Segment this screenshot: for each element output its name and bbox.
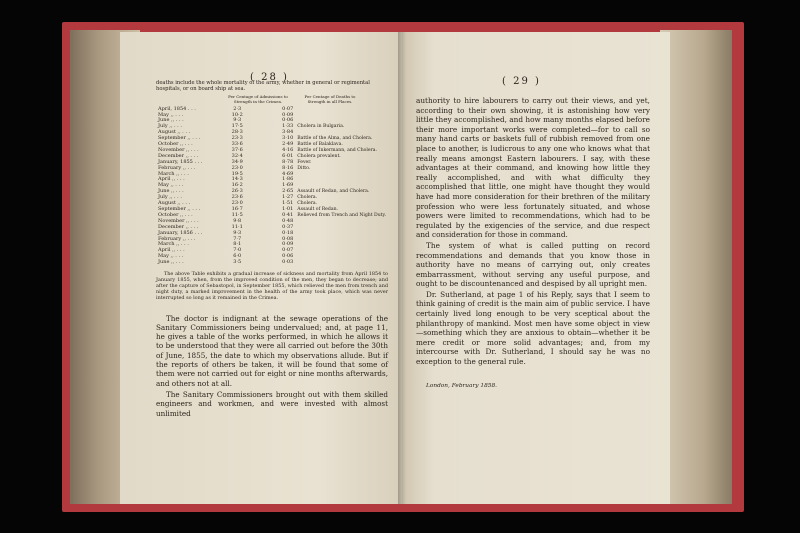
deaths-cell: 1·51 <box>282 200 294 207</box>
deaths-cell: 1·27 <box>282 194 294 201</box>
month-cell: April ,, . . . <box>158 176 185 183</box>
admissions-cell: 16·7 <box>231 206 243 212</box>
table-row <box>156 260 388 266</box>
page-number: ( 29 ) <box>502 76 541 87</box>
admissions-cell: 23·3 <box>231 135 243 142</box>
month-cell: March ,, . . . <box>158 170 189 177</box>
deaths-cell: 0·41 <box>282 211 294 218</box>
deaths-cell: 0·07 <box>282 105 294 112</box>
month-cell: November ,, . . . <box>158 217 199 224</box>
admissions-cell: 3·5 <box>233 259 242 266</box>
deaths-cell: 0·09 <box>282 241 294 248</box>
remark-cell: Relieved from Trench and Night Duty. <box>297 212 386 218</box>
month-cell: October ,, . . . <box>158 141 193 148</box>
admissions-cell: 16·2 <box>231 182 243 189</box>
month-cell: October ,, . . . <box>158 211 193 218</box>
paragraph: The Sanitary Commissioners brought out with them skilled engineers and workmen, and were invested with almost unlimited <box>156 389 388 418</box>
month-cell: March ,, . . . <box>158 241 189 248</box>
month-cell: July ,, . . . <box>158 194 182 201</box>
remark-cell: Cholera. <box>297 195 318 201</box>
deaths-cell: 4·16 <box>282 146 294 153</box>
paragraph: The doctor is indignant at the sewage operations of the Sanitary Commissioners being undervalued; and, at page 11, he gives a table of the works performed, in which he allows it to be understood that they were all carried out before the 30th of June, 1855, the date to which my observations allude. But if the reports of others be taken, it will be found that some of them were not carried out for eight or nine months afterwards, and others not at all. <box>156 313 388 388</box>
remark-cell <box>295 260 388 266</box>
page-block-right <box>660 30 732 504</box>
left-page <box>120 32 402 504</box>
admissions-cell: 11·1 <box>231 223 243 230</box>
right-page <box>402 32 670 504</box>
deaths-cell: 0·06 <box>282 253 294 260</box>
paragraph: Dr. Sutherland, at page 1 of his Reply, says that I seem to think gaining of credit is the main aim of public service. I have certainly lived long enough to be very sceptical about the philanthropy of mankind. Most men have some object in view—something which they are anxious to obtain—whether it be mere credit or more solid advantages; and, from my intercourse with Dr. Sutherland, I should say he was no exception to the general rule. <box>416 289 650 367</box>
deaths-column-header: Per Centage of Deaths to Strength in all Places. <box>304 94 356 104</box>
month-cell: May ,, . . . <box>158 111 184 118</box>
month-cell: November ,, . . . <box>158 146 199 153</box>
admissions-cell: 14·3 <box>231 176 243 183</box>
admissions-cell: 9·3 <box>233 229 242 236</box>
admissions-cell: 32·4 <box>231 152 243 159</box>
month-cell: February ,, . . . <box>158 164 196 171</box>
deaths-cell: 6·01 <box>282 152 294 159</box>
month-cell: April, 1854 . . . <box>158 105 196 112</box>
admissions-cell: 6·0 <box>233 253 242 260</box>
remark-cell: Fever. <box>297 159 312 165</box>
month-cell: April ,, . . . <box>158 247 185 254</box>
month-cell: July ,, . . . <box>158 123 182 130</box>
right-body-text <box>416 96 650 367</box>
deaths-cell: 0·08 <box>282 235 294 242</box>
deaths-cell: 0·37 <box>282 223 294 230</box>
admissions-cell: 26·3 <box>231 188 243 195</box>
remark-cell: Battle of Balaklava. <box>297 142 343 148</box>
table-intro: deaths include the whole mortality of the army, whether in general or regimental hospitals, or on board ship at sea. <box>156 80 370 93</box>
paragraph: authority to hire labourers to carry out their views, and yet, according to their own showing, it is astonishing how very little they accomplished, and how many months elapsed before their more important works were completed—for to call so many hand carts or baskets full of rubbish removed from one place to another, is ludicrous to any one who knows what that really means amongst Eastern labourers. I say, with these advantages at their command, and knowing how little they really accomplished, and with what difficulty they accomplished that little, one might have thought they would have had more consideration for their brethren of the military profession who were less fortunately situated, and whose powers were limited to recommendations, which had to be regulated by the exigencies of the service, and due respect and consideration for those in command. <box>416 96 650 240</box>
sickness-mortality-table <box>156 107 388 266</box>
deaths-cell: 3·84 <box>282 129 294 136</box>
admissions-cell: 28·3 <box>231 129 243 136</box>
month-cell: June ,, . . . <box>158 188 184 195</box>
admissions-cell: 34·9 <box>231 158 243 165</box>
month-cell: December ,, . . . <box>158 152 199 159</box>
month-cell: September ,, . . . <box>158 135 201 142</box>
month-cell: January, 1856 . . . <box>158 229 203 236</box>
deaths-cell: 8·16 <box>282 164 294 171</box>
deaths-cell: 0·03 <box>282 259 294 266</box>
admissions-cell: 19·5 <box>231 170 243 177</box>
signature-line: London, February 1858. <box>426 382 497 389</box>
admissions-column-header: Per Centage of Admissions to Strength in the Crimea. <box>228 94 288 104</box>
paragraph: The system of what is called putting on record recommendations and demands that you know those in authority have no means of carrying out, only creates embarrassment, without serving any useful purpose, and ought to be discountenanced and despised by all upright men. <box>416 240 650 289</box>
deaths-cell: 0·09 <box>282 111 294 118</box>
admissions-cell: 33·6 <box>231 141 243 148</box>
month-cell: September ,, . . . <box>158 206 201 212</box>
remark-cell: Ditto. <box>297 165 311 171</box>
admissions-cell: 8·1 <box>233 241 242 248</box>
admissions-cell: 23·0 <box>231 164 243 171</box>
admissions-cell: 10·2 <box>231 111 243 118</box>
admissions-cell: 7·0 <box>233 247 242 254</box>
deaths-cell: 0·07 <box>282 247 294 254</box>
month-cell: August ,, . . . <box>158 200 191 207</box>
table-column-headers <box>156 95 388 104</box>
remark-cell: Assault of Redan. <box>297 207 339 212</box>
deaths-cell: 4·69 <box>282 170 294 177</box>
admissions-cell: 9·3 <box>233 117 242 124</box>
deaths-cell: 1·86 <box>282 176 294 183</box>
deaths-cell: 1·33 <box>282 123 294 130</box>
admissions-cell: 23·0 <box>231 200 243 207</box>
remark-cell: Cholera. <box>297 201 318 207</box>
deaths-cell: 1·69 <box>282 182 294 189</box>
deaths-cell: 0·06 <box>282 117 294 124</box>
left-body-text <box>156 314 388 418</box>
table-caption: The above Table exhibits a gradual increase of sickness and mortality from April 1854 to January 1855, when, from the improved condition of the men, they began to decrease; and after the capture of Sebastopol, in September 1855, which relieved the men from trench and night duty, a marked improvement in the health of the army took place, which was never interrupted so long as it remained in the Crimea. <box>156 271 388 301</box>
deaths-cell: 0·48 <box>282 217 294 224</box>
admissions-cell: 2·3 <box>233 105 242 112</box>
admissions-cell: 37·6 <box>231 146 243 153</box>
month-cell: June ,, . . . <box>158 259 184 266</box>
admissions-cell: 17·5 <box>231 123 243 130</box>
deaths-cell: 0·18 <box>282 229 294 236</box>
month-cell: June ,, . . . <box>158 117 184 124</box>
admissions-cell: 23·6 <box>231 194 243 201</box>
remark-cell: Battle of Inkermann, and Cholera. <box>297 147 378 153</box>
deaths-cell: 1·01 <box>282 206 294 212</box>
remark-cell: Cholera in Bulgaria. <box>297 124 345 130</box>
month-cell: January, 1855 . . . <box>158 158 203 165</box>
month-cell: August ,, . . . <box>158 129 191 136</box>
remark-cell: Battle of the Alma, and Cholera. <box>297 136 373 142</box>
page-number: ( 28 ) <box>250 72 289 83</box>
month-cell: May ,, . . . <box>158 182 184 189</box>
admissions-cell: 9·8 <box>233 217 242 224</box>
month-cell: February ,, . . . <box>158 235 196 242</box>
deaths-cell: 8·78 <box>282 158 294 165</box>
book-gutter <box>398 32 406 504</box>
deaths-cell: 2·65 <box>282 188 294 195</box>
admissions-cell: 11·5 <box>231 211 243 218</box>
month-cell: December ,, . . . <box>158 223 199 230</box>
deaths-cell: 2·49 <box>282 141 294 148</box>
admissions-cell: 7·7 <box>233 235 242 242</box>
remark-cell: Assault of Redan, and Cholera. <box>297 189 370 195</box>
deaths-cell: 3·10 <box>282 135 294 142</box>
month-cell: May ,, . . . <box>158 253 184 260</box>
remark-cell: Cholera prevalent. <box>297 153 341 159</box>
